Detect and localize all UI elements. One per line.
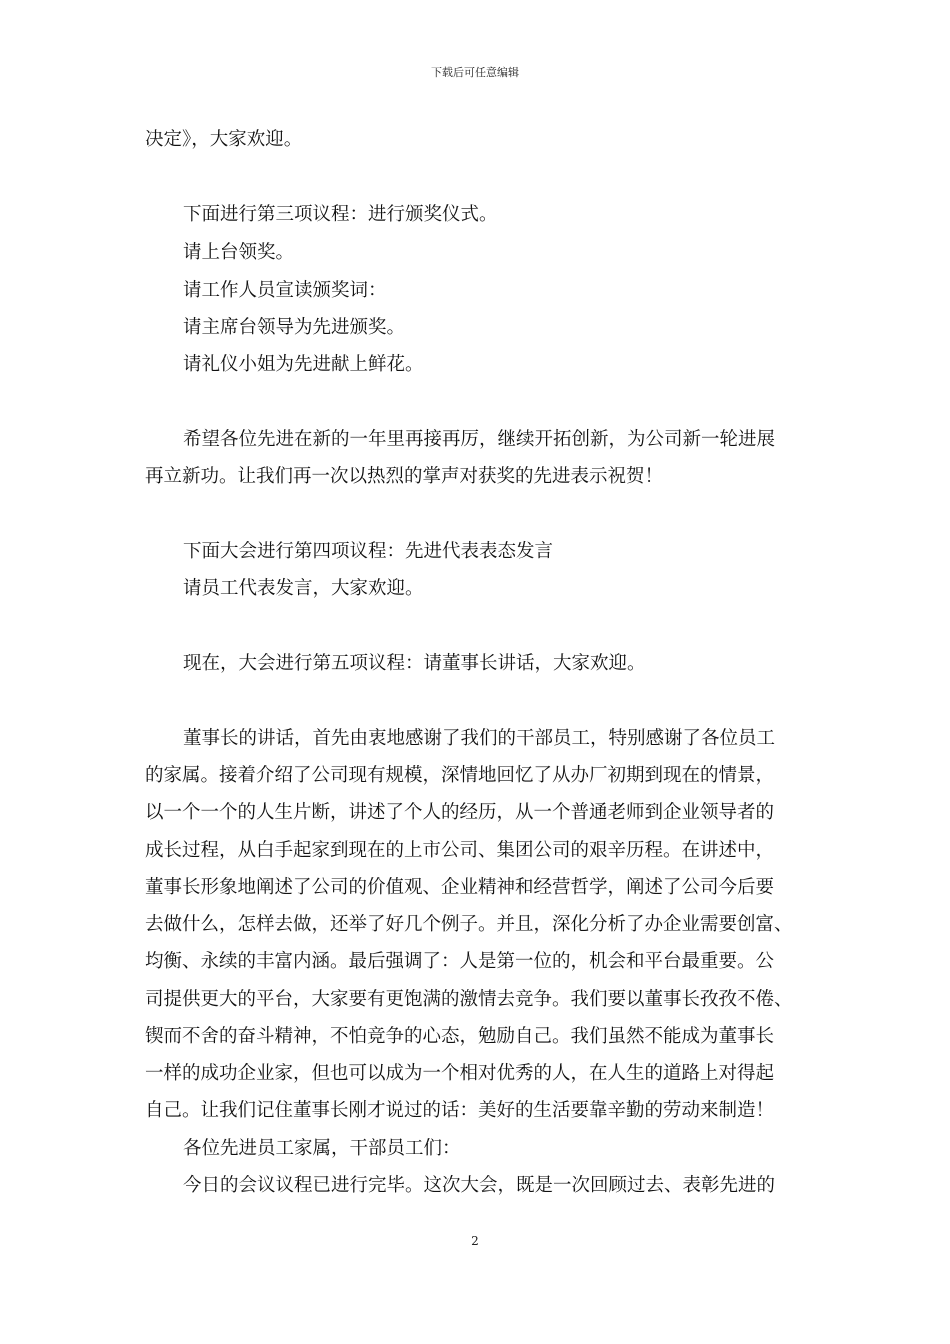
text-line: 一样的成功企业家，但也可以成为一个相对优秀的人，在人生的道路上对得起 xyxy=(145,1063,775,1084)
text-line: 董事长的讲话，首先由衷地感谢了我们的干部员工，特别感谢了各位员工 xyxy=(183,728,776,749)
text-line: 的家属。接着介绍了公司现有规模，深情地回忆了从办厂初期到现在的情景， xyxy=(145,765,775,786)
text-line: 请员工代表发言，大家欢迎。 xyxy=(183,578,424,599)
text-line: 现在，大会进行第五项议程：请董事长讲话，大家欢迎。 xyxy=(183,653,646,674)
text-line: 下面大会进行第四项议程：先进代表表态发言 xyxy=(183,541,554,562)
text-line: 请上台领奖。 xyxy=(183,242,295,263)
text-line: 今日的会议议程已进行完毕。这次大会，既是一次回顾过去、表彰先进的 xyxy=(183,1175,776,1196)
text-line: 各位先进员工家属，干部员工们： xyxy=(183,1138,461,1159)
text-line: 请主席台领导为先进颁奖。 xyxy=(183,317,406,338)
page-number: 2 xyxy=(471,1234,479,1248)
text-line: 均衡、永续的丰富内涵。最后强调了：人是第一位的，机会和平台最重要。公 xyxy=(145,951,775,972)
text-line: 去做什么，怎样去做，还举了好几个例子。并且，深化分析了办企业需要创富、 xyxy=(145,914,793,935)
page-header: 下载后可任意编辑 xyxy=(431,66,519,79)
text-line: 再立新功。让我们再一次以热烈的掌声对获奖的先进表示祝贺！ xyxy=(145,466,664,487)
text-line: 希望各位先进在新的一年里再接再厉，继续开拓创新，为公司新一轮进展 xyxy=(183,429,776,450)
text-line: 决定》，大家欢迎。 xyxy=(145,129,303,150)
text-line: 司提供更大的平台，大家要有更饱满的激情去竞争。我们要以董事长孜孜不倦、 xyxy=(145,989,793,1010)
text-line: 自己。让我们记住董事长刚才说过的话：美好的生活要靠辛勤的劳动来制造！ xyxy=(145,1100,775,1121)
text-line: 成长过程，从白手起家到现在的上市公司、集团公司的艰辛历程。在讲述中， xyxy=(145,840,775,861)
text-line: 董事长形象地阐述了公司的价值观、企业精神和经营哲学，阐述了公司今后要 xyxy=(145,877,775,898)
text-line: 请工作人员宣读颁奖词： xyxy=(183,280,387,301)
text-line: 以一个一个的人生片断，讲述了个人的经历，从一个普通老师到企业领导者的 xyxy=(145,802,775,823)
text-line: 锲而不舍的奋斗精神，不怕竞争的心态，勉励自己。我们虽然不能成为董事长 xyxy=(145,1026,775,1047)
text-line: 下面进行第三项议程：进行颁奖仪式。 xyxy=(183,204,498,225)
text-line: 请礼仪小姐为先进献上鲜花。 xyxy=(183,354,424,375)
